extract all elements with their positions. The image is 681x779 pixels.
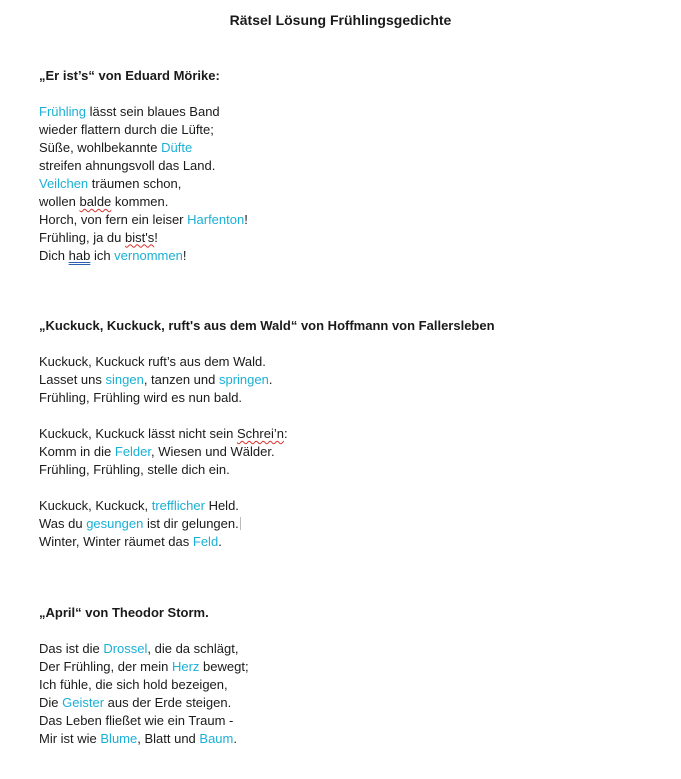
solution-word: Blume [100,730,138,746]
poem-line [39,103,220,121]
solution-word: Herz [171,658,200,674]
line-text: Horch, von fern ein leiser [39,211,188,227]
line-text: ! [182,247,187,263]
poem-heading: „April“ von Theodor Storm. [39,605,209,620]
line-text: Held. [204,497,239,513]
line-text: Der Frühling, der mein [39,658,172,674]
spellcheck-word: bist's [125,229,155,245]
line-text: Dich [39,247,69,263]
solution-word: Drossel [103,641,148,656]
line-text: aus der Erde steigen. [104,694,232,710]
line-text: Kuckuck, Kuckuck, [39,497,152,513]
line-text: Komm in die [39,443,115,459]
line-text: Lasset uns [39,371,106,387]
line-text: wieder flattern durch die Lüfte; [39,121,214,137]
document-title: Rätsel Lösung Frühlingsgedichte [229,12,452,28]
line-text: bewegt; [199,658,249,674]
line-text: ich [90,247,115,263]
poem-line [39,730,237,748]
poem-line [39,175,181,193]
solution-word: Frühling [39,104,86,119]
solution-word: Harfenton [187,211,245,227]
poem-line [39,640,238,658]
poem-line [39,712,233,730]
line-text: ! [244,211,248,227]
solution-word: trefflicher [151,497,205,513]
poem-line [39,515,241,533]
poem-line [39,139,192,157]
spellcheck-word: balde [79,193,112,209]
solution-word: springen [218,371,269,387]
line-text: Frühling, ja du [39,229,125,245]
poem-line [39,371,272,389]
line-text: lässt sein blaues Band [85,104,220,119]
line-text: Kuckuck, Kuckuck lässt nicht sein [39,425,237,441]
poem-heading: „Kuckuck, Kuckuck, ruft's aus dem Wald“ von Hoffmann von Fallersleben [39,318,495,333]
line-text: , die da schlägt, [147,641,239,656]
poem-line [39,353,266,371]
line-text: , Blatt und [137,730,200,746]
line-text: . [233,730,237,746]
line-text: Ich fühle, die sich hold bezeigen, [39,676,228,692]
poem-line [39,247,186,265]
line-text: streifen ahnungsvoll das Land. [39,157,216,173]
line-text: . [218,533,222,549]
solution-word: Felder [114,443,152,459]
line-text: : [283,425,288,441]
poem-line [39,658,249,676]
line-text: Frühling, Frühling, stelle dich ein. [39,461,230,477]
poem-line [39,211,248,229]
solution-word: Baum [199,730,234,746]
spellcheck-word: Schrei’n [236,425,284,441]
line-text: Die [39,694,63,710]
line-text: Was du [39,515,87,531]
line-text: Das Leben fließet wie ein Traum - [39,712,234,728]
poem-line [39,389,242,407]
text-cursor [240,517,241,530]
line-text: Frühling, Frühling wird es nun bald. [39,389,243,405]
line-text: Süße, wohlbekannte [39,139,162,155]
poem-line [39,121,214,139]
line-text: Kuckuck, Kuckuck ruft’s aus dem Wald. [39,354,266,369]
poem-line [39,461,230,479]
line-text: träumen schon, [88,175,182,191]
poem-line [39,676,228,694]
solution-word: gesungen [86,515,144,531]
solution-word: Feld [192,533,219,549]
solution-word: Geister [62,694,105,710]
grammar-check-word: hab [68,247,91,263]
poem-line [39,497,239,515]
solution-word: vernommen [114,247,183,263]
line-text: Winter, Winter räumet das [39,533,193,549]
poem-line [39,157,215,175]
line-text: ist dir gelungen. [143,515,239,531]
poem-line [39,694,231,712]
poem-line [39,193,168,211]
line-text: , tanzen und [143,371,219,387]
line-text: kommen. [111,193,169,209]
line-text: , Wiesen und Wälder. [151,443,275,459]
poem-line [39,443,275,461]
solution-word: singen [105,371,144,387]
poem-line [39,229,158,247]
poem-line [39,425,288,443]
solution-word: Veilchen [39,175,89,191]
solution-word: Düfte [161,139,193,155]
line-text: wollen [39,193,80,209]
poem-heading: „Er ist’s“ von Eduard Mörike: [39,68,220,83]
line-text: ! [154,229,158,245]
line-text: . [268,371,273,387]
line-text: Das ist die [39,641,104,656]
line-text: Mir ist wie [39,730,101,746]
poem-line [39,533,222,551]
